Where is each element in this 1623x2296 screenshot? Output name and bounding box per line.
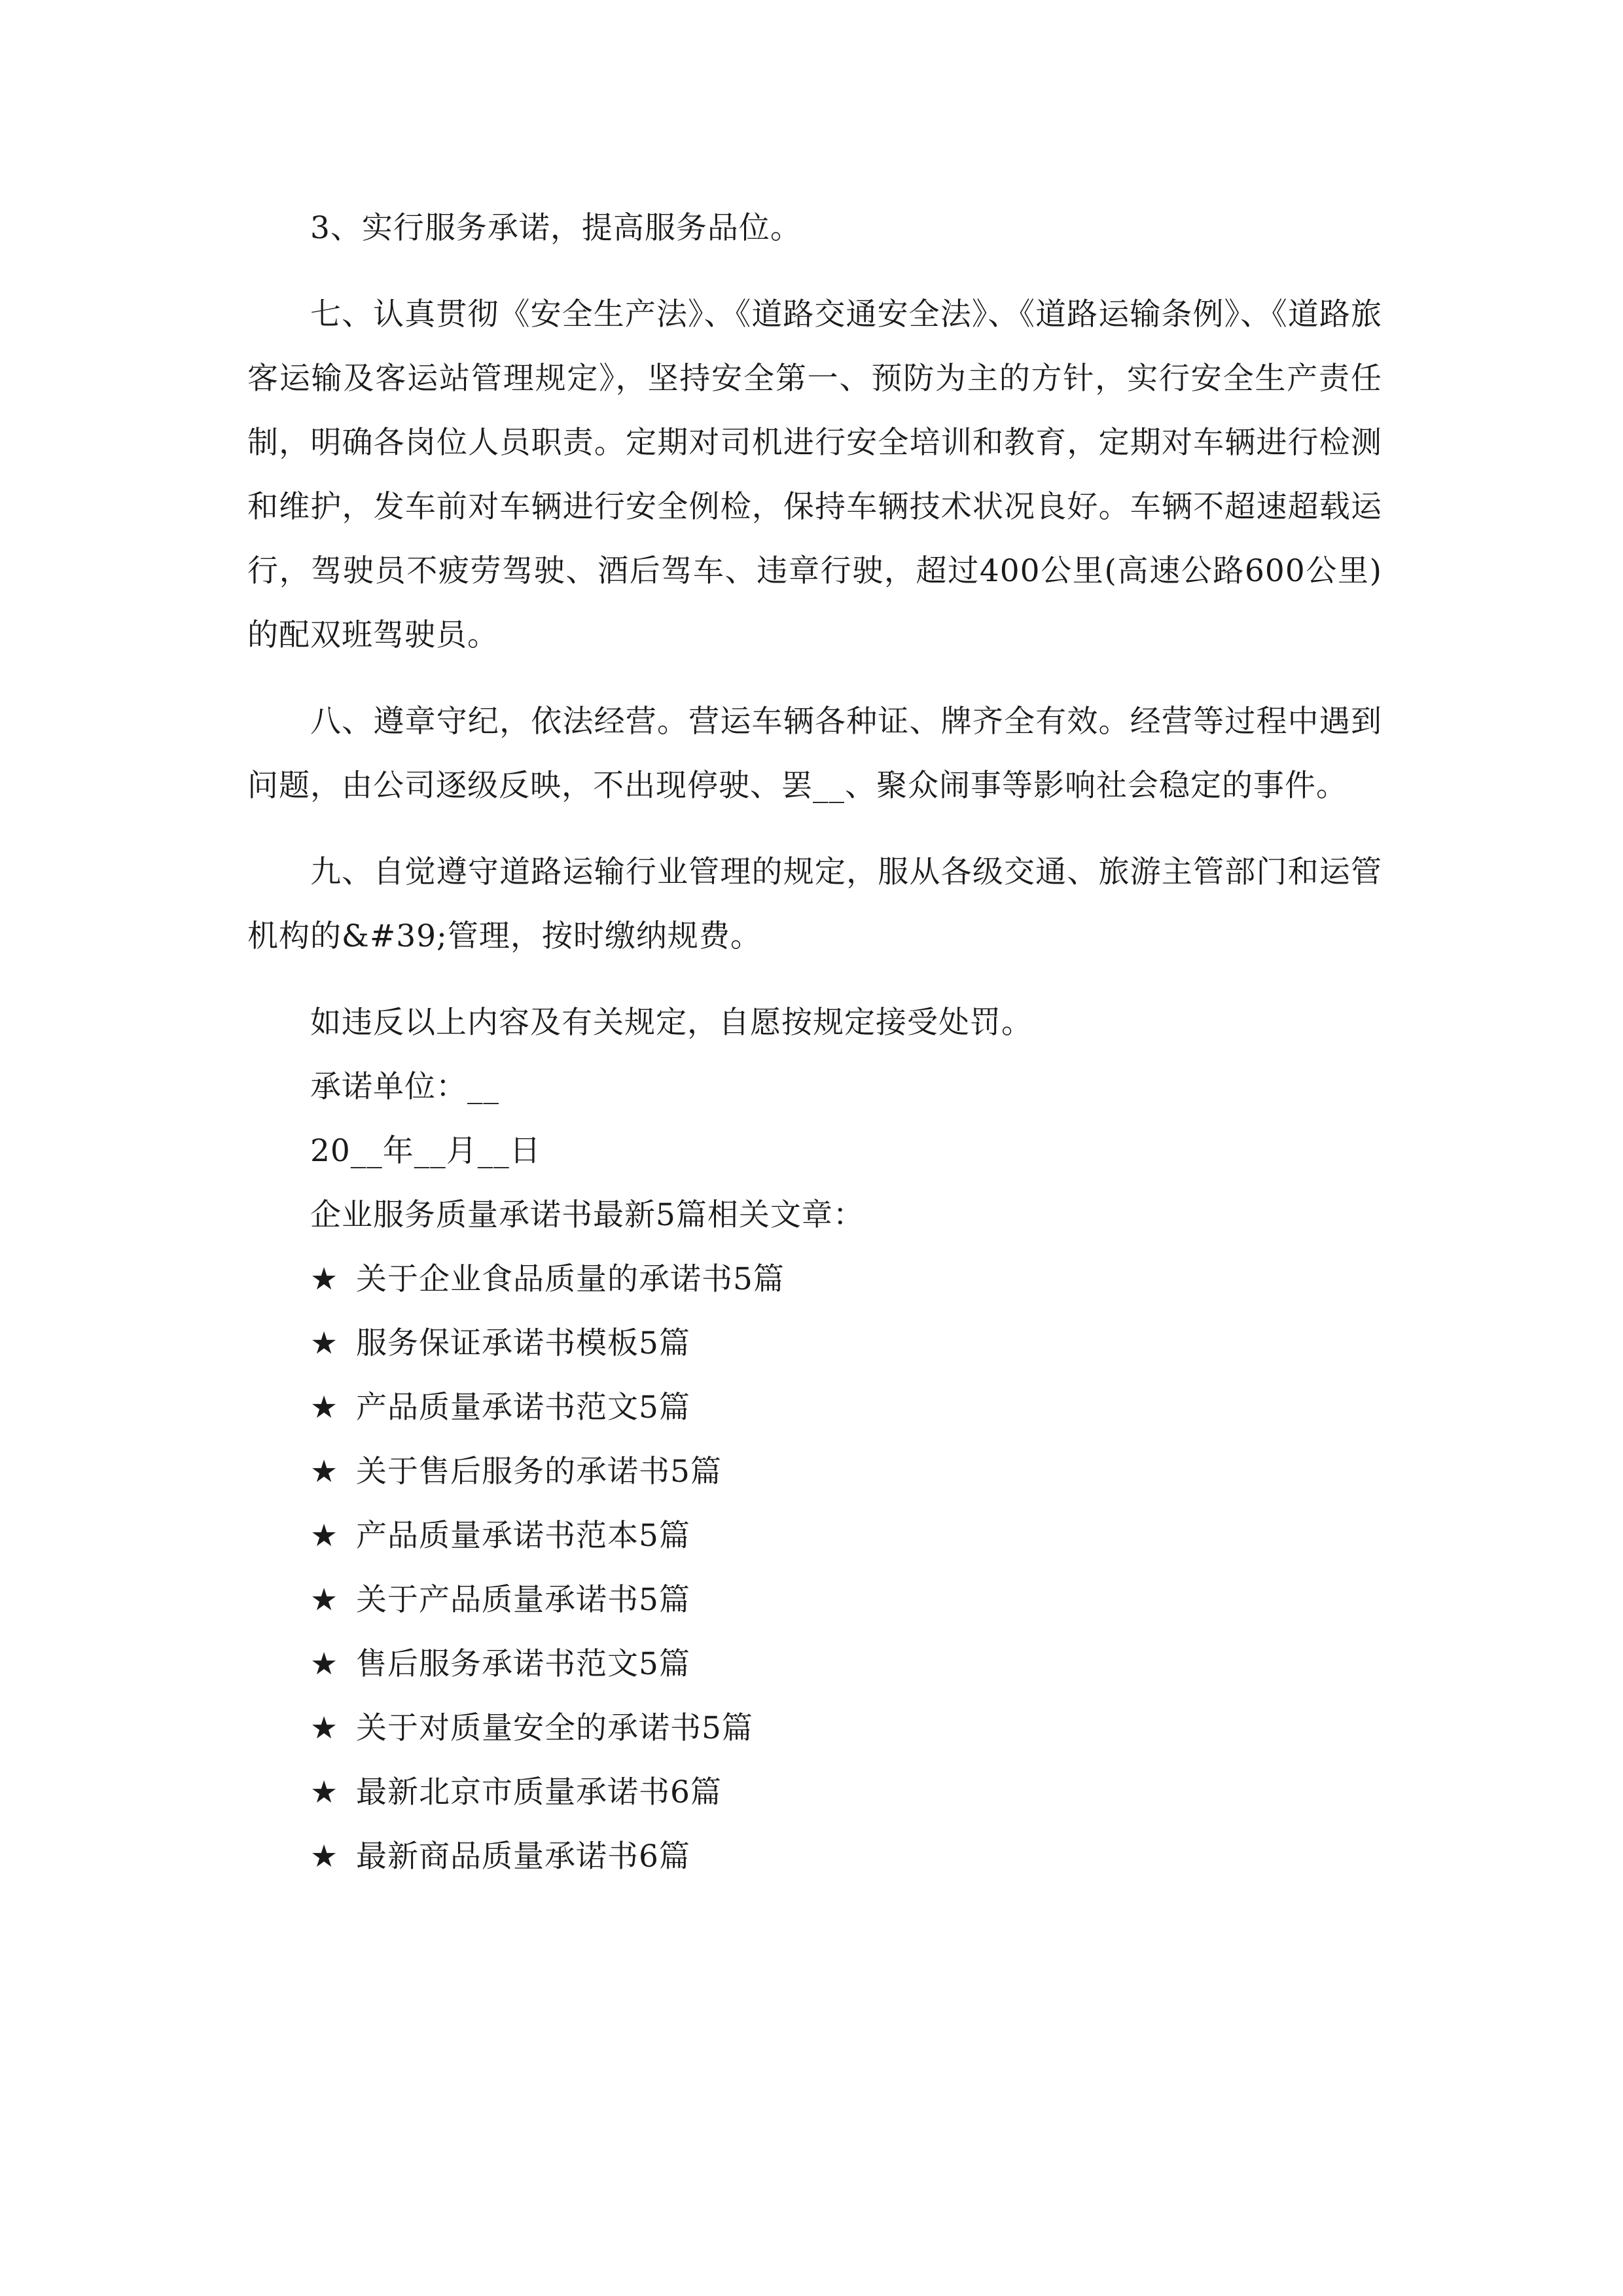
related-article-title: 关于产品质量承诺书5篇 <box>356 1582 690 1618</box>
related-article-link[interactable] <box>247 1440 1382 1504</box>
related-article-link[interactable] <box>247 1376 1382 1440</box>
star-icon: ★ <box>310 1518 339 1554</box>
document-page <box>247 196 1382 1889</box>
star-icon: ★ <box>310 1454 339 1490</box>
related-article-link[interactable] <box>247 1825 1382 1889</box>
related-article-title: 关于售后服务的承诺书5篇 <box>356 1454 722 1490</box>
related-article-title: 服务保证承诺书模板5篇 <box>356 1325 690 1361</box>
star-icon: ★ <box>310 1646 339 1682</box>
star-icon: ★ <box>310 1582 339 1618</box>
related-articles-heading: 企业服务质量承诺书最新5篇相关文章： <box>310 1197 865 1233</box>
related-article-link[interactable] <box>247 1312 1382 1376</box>
related-article-link[interactable] <box>247 1568 1382 1632</box>
paragraph-safety-production: 七、认真贯彻《安全生产法》、《道路交通安全法》、《道路运输条例》、《道路旅客运输及客运站管理规定》，坚持安全第一、预防为主的方针，实行安全生产责任制，明确各岗位人员职责。定期对司机进行安全培训和教育，定期对车辆进行检测和维护，发车前对车辆进行安全例检，保持车辆技术状况良好。车辆不超速超载运行，驾驶员不疲劳驾驶、酒后驾车、违章行驶，超过400公里(高速公路600公里)的配双班驾驶员。 <box>247 296 1382 653</box>
related-article-title: 售后服务承诺书范文5篇 <box>356 1646 690 1682</box>
related-article-link[interactable] <box>247 1696 1382 1761</box>
paragraph-industry-regulation: 九、自觉遵守道路运输行业管理的规定，服从各级交通、旅游主管部门和运管机构的&#39;管理，按时缴纳规费。 <box>247 854 1382 954</box>
star-icon: ★ <box>310 1390 339 1426</box>
related-article-link[interactable] <box>247 1247 1382 1312</box>
related-article-link[interactable] <box>247 1632 1382 1696</box>
related-article-title: 产品质量承诺书范文5篇 <box>356 1390 690 1426</box>
related-article-title: 关于对质量安全的承诺书5篇 <box>356 1710 753 1746</box>
signature-unit: 承诺单位：__ <box>310 1069 499 1105</box>
related-article-title: 关于企业食品质量的承诺书5篇 <box>356 1261 785 1297</box>
related-article-link[interactable] <box>247 1504 1382 1568</box>
star-icon: ★ <box>310 1710 339 1746</box>
paragraph-lawful-operation: 八、遵章守纪，依法经营。营运车辆各种证、牌齐全有效。经营等过程中遇到问题，由公司逐级反映，不出现停驶、罢__、聚众闹事等影响社会稳定的事件。 <box>247 704 1382 804</box>
related-article-title: 最新商品质量承诺书6篇 <box>356 1839 690 1874</box>
star-icon: ★ <box>310 1325 339 1361</box>
paragraph-penalty-acceptance: 如违反以上内容及有关规定，自愿按规定接受处罚。 <box>310 1005 1033 1041</box>
related-article-link[interactable] <box>247 1761 1382 1825</box>
star-icon: ★ <box>310 1839 339 1874</box>
paragraph-service-promise: 3、实行服务承诺，提高服务品位。 <box>310 210 802 246</box>
star-icon: ★ <box>310 1261 339 1297</box>
signature-date: 20__年__月__日 <box>310 1133 541 1169</box>
related-article-title: 产品质量承诺书范本5篇 <box>356 1518 690 1554</box>
related-article-title: 最新北京市质量承诺书6篇 <box>356 1774 722 1810</box>
related-articles-list <box>247 1247 1382 1889</box>
star-icon: ★ <box>310 1774 339 1810</box>
